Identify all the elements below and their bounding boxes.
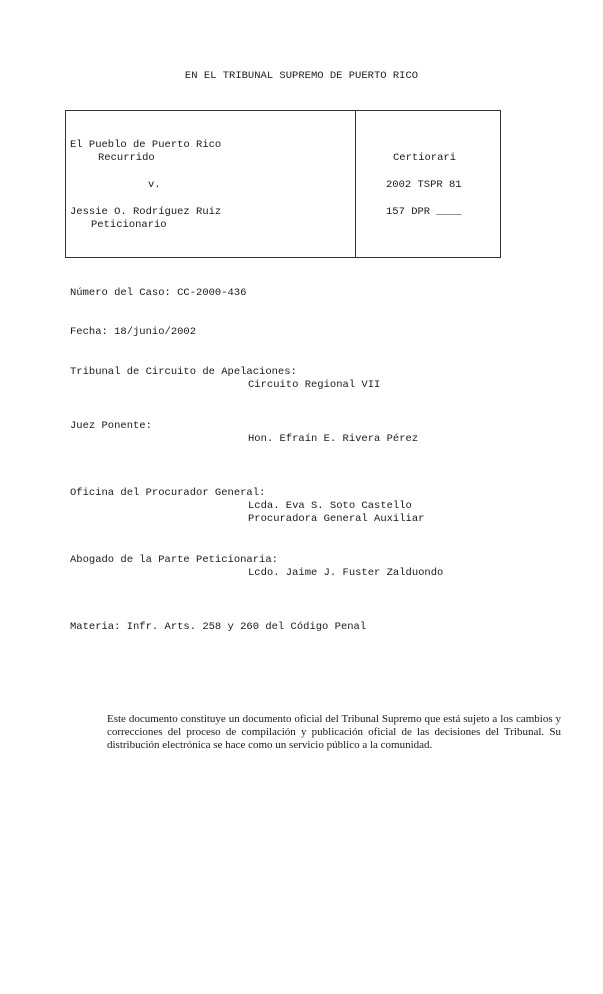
dpr-citation: 157 DPR ____ [386,206,462,218]
recurso-type: Certiorari [393,152,457,164]
caption-divider [355,111,356,257]
court-title: EN EL TRIBUNAL SUPREMO DE PUERTO RICO [184,70,419,82]
prosecutor-label: Oficina del Procurador General: [70,487,266,499]
appeals-court-value: Circuito Regional VII [248,379,381,391]
prosecutor-title: Procuradora General Auxiliar [248,513,425,525]
judge-label: Juez Ponente: [70,420,152,432]
decision-date: Fecha: 18/junio/2002 [70,326,197,338]
party2-role: Peticionario [91,219,167,231]
versus: v. [148,179,161,191]
prosecutor-name: Lcda. Eva S. Soto Castello [248,500,412,512]
case-number: Número del Caso: CC-2000-436 [70,287,247,299]
attorney-name: Lcdo. Jaime J. Fuster Zalduondo [248,567,444,579]
subject-matter: Materia: Infr. Arts. 258 y 260 del Código Penal [70,621,367,633]
attorney-label: Abogado de la Parte Peticionaria: [70,554,278,566]
party2-name: Jessie O. Rodríguez Ruiz [70,206,222,218]
party1-name: El Pueblo de Puerto Rico [70,139,222,151]
judge-value: Hon. Efraín E. Rivera Pérez [248,433,419,445]
official-notice: Este documento constituye un documento oficial del Tribunal Supremo que está sujeto a los cambios y correcciones del proceso de compilación y publicación oficial de las decisiones del Tribunal. Su distribución electrónica se hace como un servicio público a la comunidad. [107,713,561,751]
appeals-court-label: Tribunal de Circuito de Apelaciones: [70,366,297,378]
party1-role: Recurrido [98,152,155,164]
tspr-citation: 2002 TSPR 81 [386,179,462,191]
